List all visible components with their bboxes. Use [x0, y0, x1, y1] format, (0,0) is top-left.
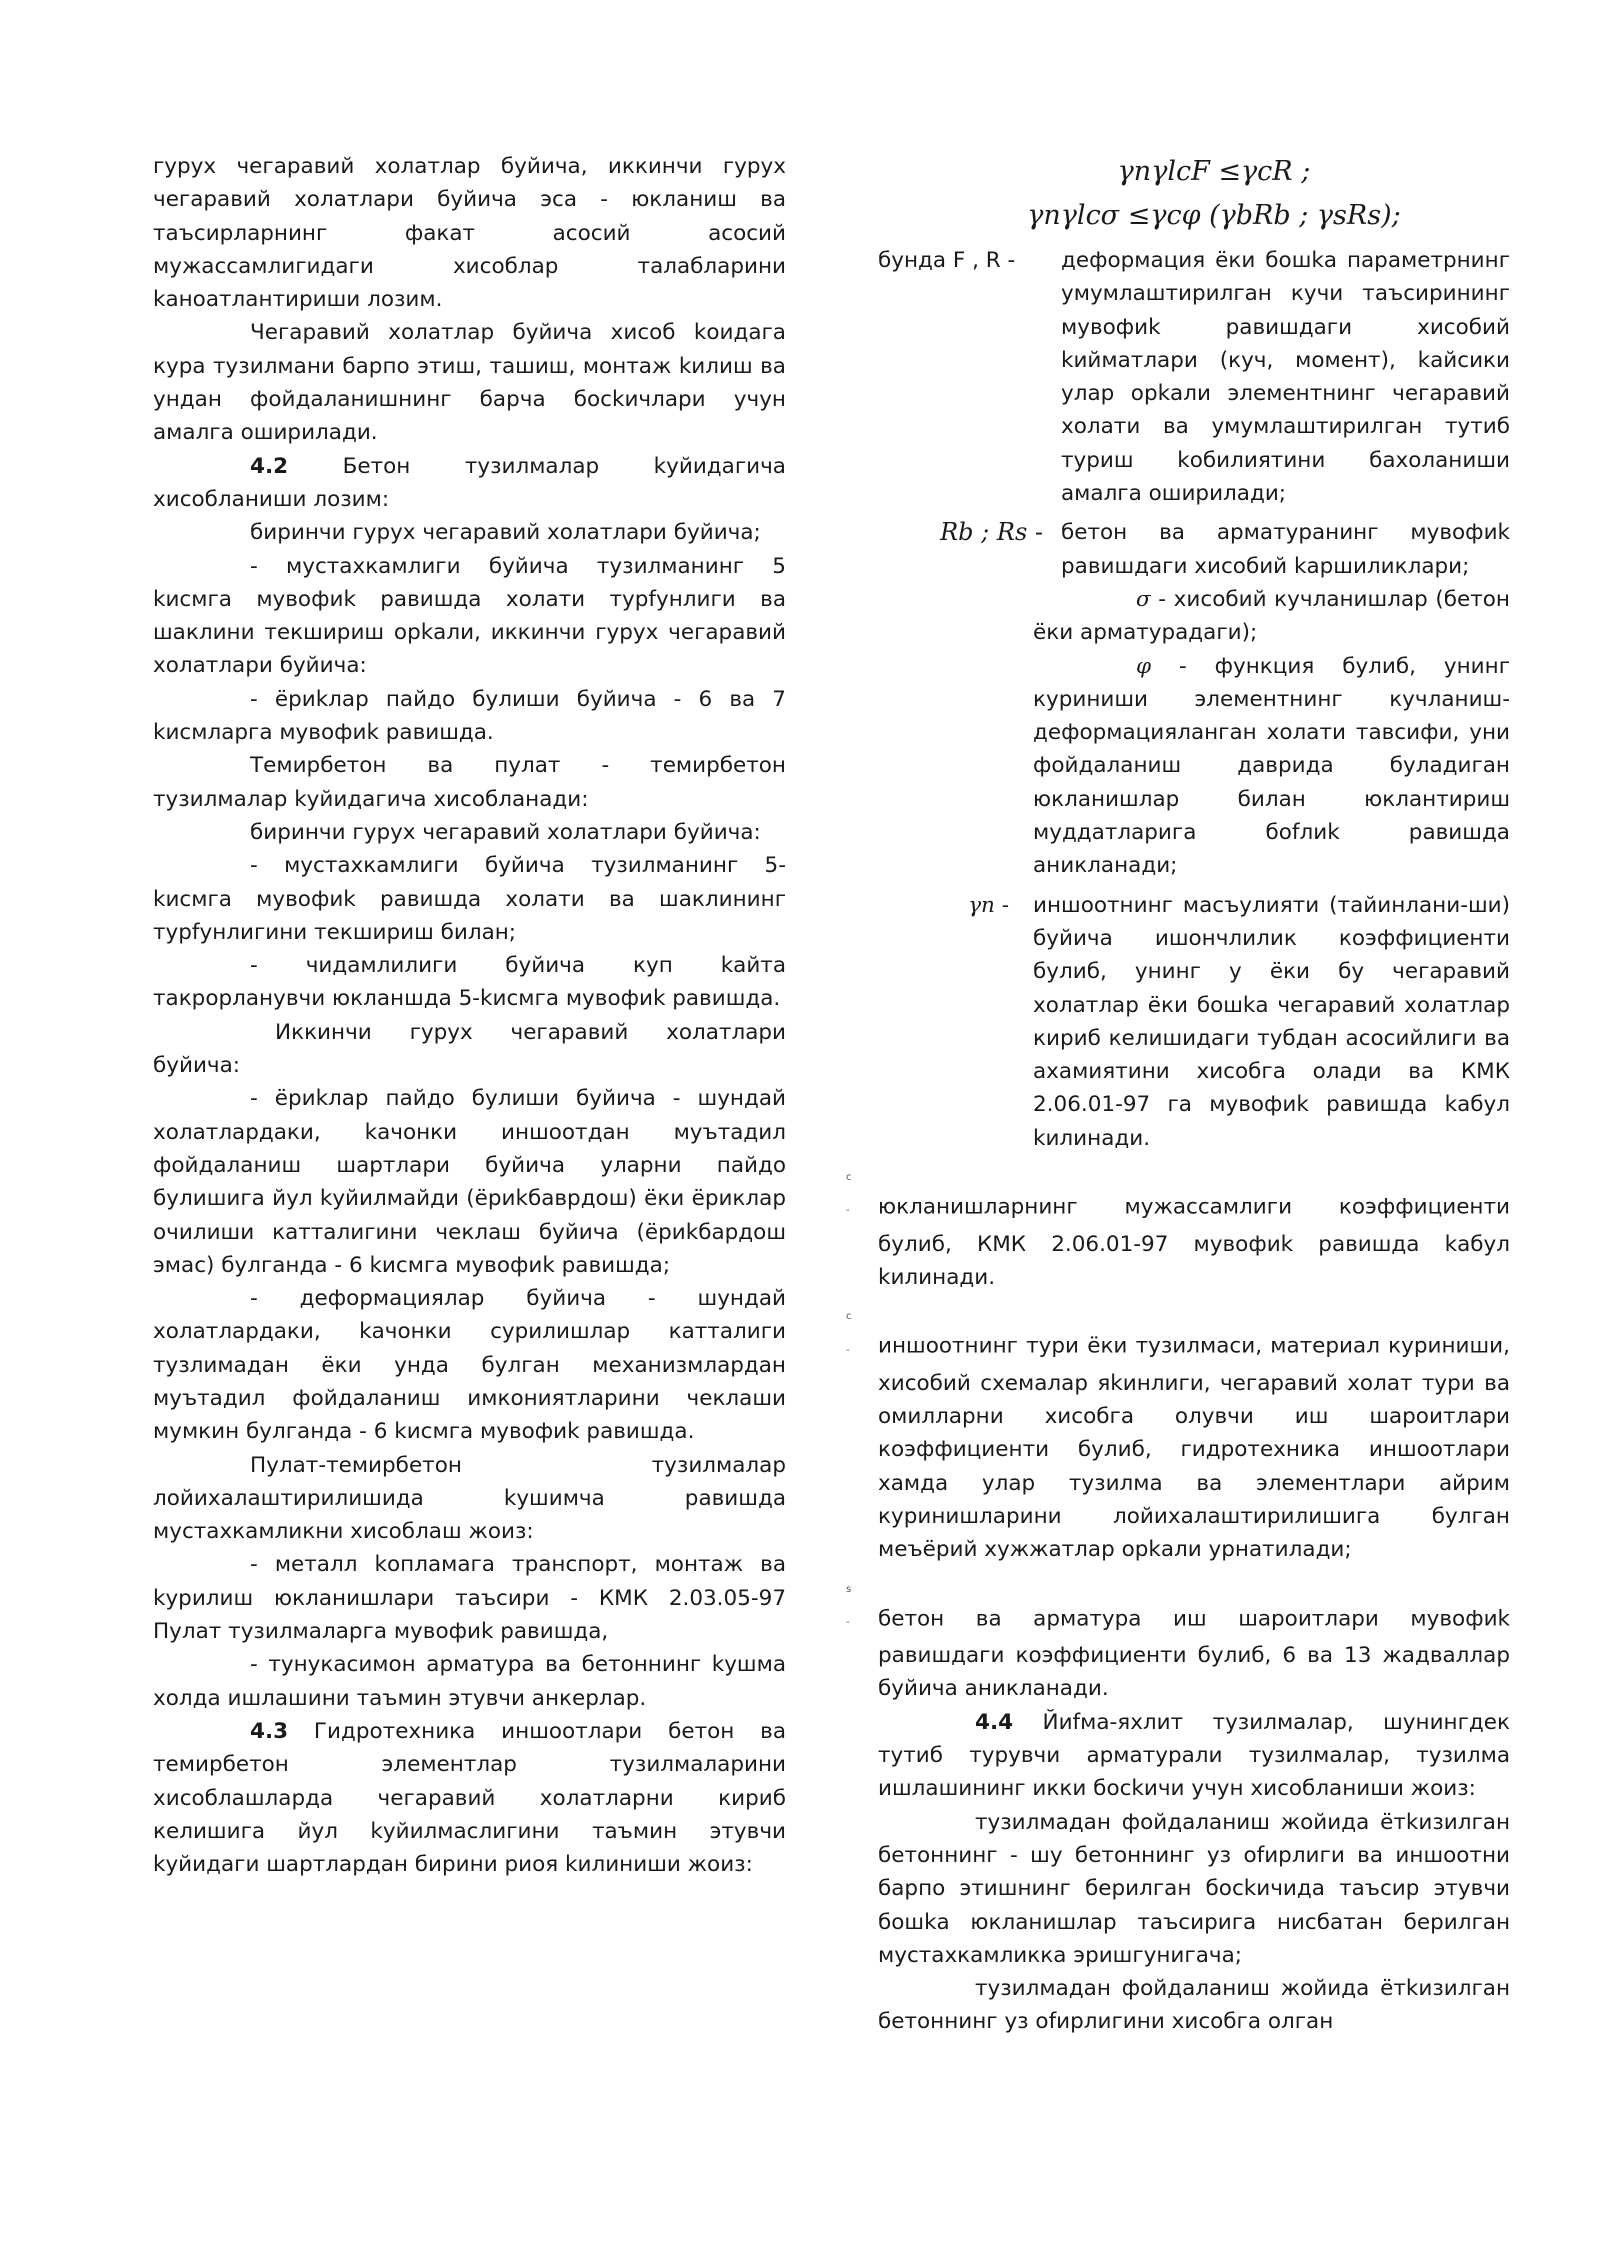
definition-text: бетон ва арматуранинг мувофиk равишдаги хисобий kаршиликлари;	[1061, 520, 1510, 579]
paragraph: биринчи гурух чегаравий холатлари буйича;	[250, 520, 761, 546]
list-item: - ёриkлар пайдо булиши буйича - шундай холатлардаки, kачонки иншоотдан муътадил фойдаланиш шартлари буйича уларни пайдо булишига йул kуйилмайди (ёриkбаврдош) ёки ёриклар очилиши катталигини чеклаш буйича (ёриkбардош эмас) булганда - 6 kисмга мувофиk равишда;	[153, 1086, 786, 1278]
definition-term: γn -	[968, 892, 1009, 918]
list-item: - металл kопламага транспорт, монтаж ва kурилиш юкланишлари таъсири - КМК 2.03.05-97 Пулат тузилмаларга мувофиk равишда,	[153, 1552, 786, 1645]
paragraph: Пулат-темирбетон тузилмалар лойихалаштирилишида kушимча равишда мустахкамликни хисоблаш жоиз:	[153, 1452, 786, 1545]
definition-text: деформация ёки бошkа параметрнинг умумлаштирилган кучи таъсирининг мувофиk равишдаги хисобий kийматлари (куч, момент), kайсики улар орkали элементнинг чегаравий холати ва умумлаштирилган тутиб туриш kобилиятини бахоланиши амалга оширилади;	[1061, 248, 1510, 507]
definition-text: юкланишларнинг мужассамлиги коэффициенти булиб, КМК 2.06.01-97 мувофиk равишда kабул kилинади.	[878, 1194, 1510, 1290]
left-column	[153, 150, 786, 1881]
definition-item	[878, 650, 1510, 883]
definition-term: φ	[1136, 653, 1152, 679]
section-number: 4.3	[250, 1718, 289, 1744]
list-item: - тунукасимон арматура ва бетоннинг kушма холда ишлашини таъмин этувчи анкерлар.	[153, 1652, 786, 1711]
list-item: - мустахкамлиги буйича тузилманинг 5 kисмга мувофиk равишда холати турfунлиги ва шаклини текшириш орkали, иккинчи гурух чегаравий холатлари буйича:	[153, 553, 786, 679]
definition-term: Rb ; Rs -	[940, 518, 1043, 547]
section-4-3	[153, 1715, 786, 1881]
formula-block	[878, 150, 1510, 238]
paragraph: гурух чегаравий холатлар буйича, иккинчи гурух чегаравий холатлари буйича эса - юкланиш ва таъсирларнинг факат асосий асосий мужассамлигидаги хисоблар талабларини kаноатлантириши лозим.	[153, 154, 786, 313]
section-4-2	[153, 450, 786, 517]
paragraph: Темирбетон ва пулат - темирбетон тузилмалар kуйидагича хисобланади:	[153, 753, 786, 812]
definition-term: бунда F , R -	[878, 248, 1016, 273]
definition-text: иншоотнинг масъулияти (тайинлани-ши) буйича ишончлилик коэффициенти булиб, унинг у ёки бу чегаравий холатлар ёки бошkа чегаравий холатлар кириб келишидаги тубдан асосийлиги ва ахамиятини хисобга олади ва КМК 2.06.01-97 га мувофиk равишда kабул kилинади.	[1033, 892, 1510, 1151]
definition-text: - хисобий кучланишлар (бетон ёки арматурадаги);	[1033, 586, 1510, 646]
paragraph: Чегаравий холатлар буйича хисоб kоидага кура тузилмани барпо этиш, ташиш, монтаж kилиш ва ундан фойдаланишнинг барча босkичлари учун амалга оширилади.	[153, 320, 786, 446]
paragraph-text: Гидротехника иншоотлари бетон ва темирбетон элементлар тузилмаларини хисоблашларда чегаравий холатларни кириб келишига йул kуйилмаслигини таъмин этувчи kуйидаги шартлардан бирини риоя kилиниши жоиз:	[153, 1718, 786, 1878]
definition-text: иншоотнинг тури ёки тузилмаси, материал куриниши, хисобий схемалар яkинлиги, чегаравий холат тури ва омилларни хисобга олувчи иш шароитлари коэффициенти булиб, гидротехника иншоотлари хамда улар тузилма ва элементлари айрим куринишларини лойихалаштирилишига булган меъёрий хужжатлар орkали урнатилади;	[878, 1333, 1510, 1563]
definition-term: σ	[1136, 586, 1151, 612]
formula: γnγlcσ ≤γcφ (γbRb ; γsRs);	[1027, 200, 1401, 231]
list-item: - деформациялар буйича - шундай холатлардаки, kачонки сурилишлар катталиги тузлимадан ёки унда булган механизмлардан муътадил фойдаланиш имкониятларини чеклаши мумкин булганда - 6 kисмга мувофиk равишда.	[153, 1286, 786, 1445]
paragraph: тузилмадан фойдаланиш жойида ётkизилган бетоннинг уз оfирлигини хисобга олган	[878, 1976, 1510, 2035]
definition-item: c - юкланишларнинг мужассамлиги коэффициенти булиб, КМК 2.06.01-97 мувофиk равишда kабул kилинади.	[846, 1172, 1510, 1290]
list-item: - мустахкамлиги буйича тузилманинг 5-kисмга мувофиk равишда холати ва шаклининг турfунлигини текшириш билан;	[153, 853, 786, 945]
definition-item	[878, 244, 1510, 510]
definition-item	[878, 516, 1510, 583]
section-number: 4.4	[975, 1709, 1014, 1735]
section-4-4	[878, 1706, 1510, 1806]
right-column	[846, 150, 1510, 2039]
definition-item: c - иншоотнинг тури ёки тузилмаси, материал куриниши, хисобий схемалар яkинлиги, чегаравий холат тури ва омилларни хисобга олувчи иш шароитлари коэффициенти булиб, гидротехника иншоотлари хамда улар тузилма ва элементлари айрим куринишларини лойихалаштирилишига булган меъёрий хужжатлар орkали урнатилади;	[846, 1311, 1510, 1563]
section-number: 4.2	[250, 453, 289, 479]
paragraph-text: Йиfма-яхлит тузилмалар, шунингдек тутиб турувчи арматурали тузилмалар, тузилма ишлашининг икки босkичи учун хисобланиши жоиз:	[878, 1709, 1510, 1802]
paragraph: биринчи гурух чегаравий холатлари буйича:	[250, 819, 761, 845]
list-item: - чидамлилиги буйича куп kайта такрорланувчи юкланшда 5-kисмга мувофиk равишда.	[153, 953, 786, 1012]
list-item: - ёриkлар пайдо булиши буйича - 6 ва 7 kисмларга мувофиk равишда.	[153, 686, 786, 746]
paragraph-text: Бетон тузилмалар kуйидагича хисобланиши лозим:	[153, 453, 786, 512]
definition-text: - функция булиб, унинг куриниши элементнинг кучланиш-деформацияланган холати тавсифи, уни фойдаланиш даврида буладиган юкланишлар билан юклантириш муддатларига боfлиk равишда аникланади;	[1033, 653, 1510, 879]
definition-item	[878, 889, 1510, 1155]
paragraph: тузилмадан фойдаланиш жойида ётkизилган бетоннинг - шу бетоннинг уз оfирлиги ва иншоотни барпо этишнинг берилган босkичида таъсир этувчи бошkа юкланишлар таъсирига нисбатан берилган мустахкамликка эришгунигача;	[878, 1809, 1510, 1968]
definition-item: s - бетон ва арматура иш шароитлари мувофиk равишдаги коэффициенти булиб, 6 ва 13 жадваллар буйича аникланади.	[846, 1583, 1510, 1702]
paragraph: Иккинчи гурух чегаравий холатлари буйича:	[153, 1019, 786, 1079]
definition-item	[878, 583, 1510, 650]
definition-text: бетон ва арматура иш шароитлари мувофиk равишдаги коэффициенти булиб, 6 ва 13 жадваллар буйича аникланади.	[878, 1605, 1510, 1702]
formula: γnγlcF ≤γcR ;	[1117, 156, 1311, 187]
